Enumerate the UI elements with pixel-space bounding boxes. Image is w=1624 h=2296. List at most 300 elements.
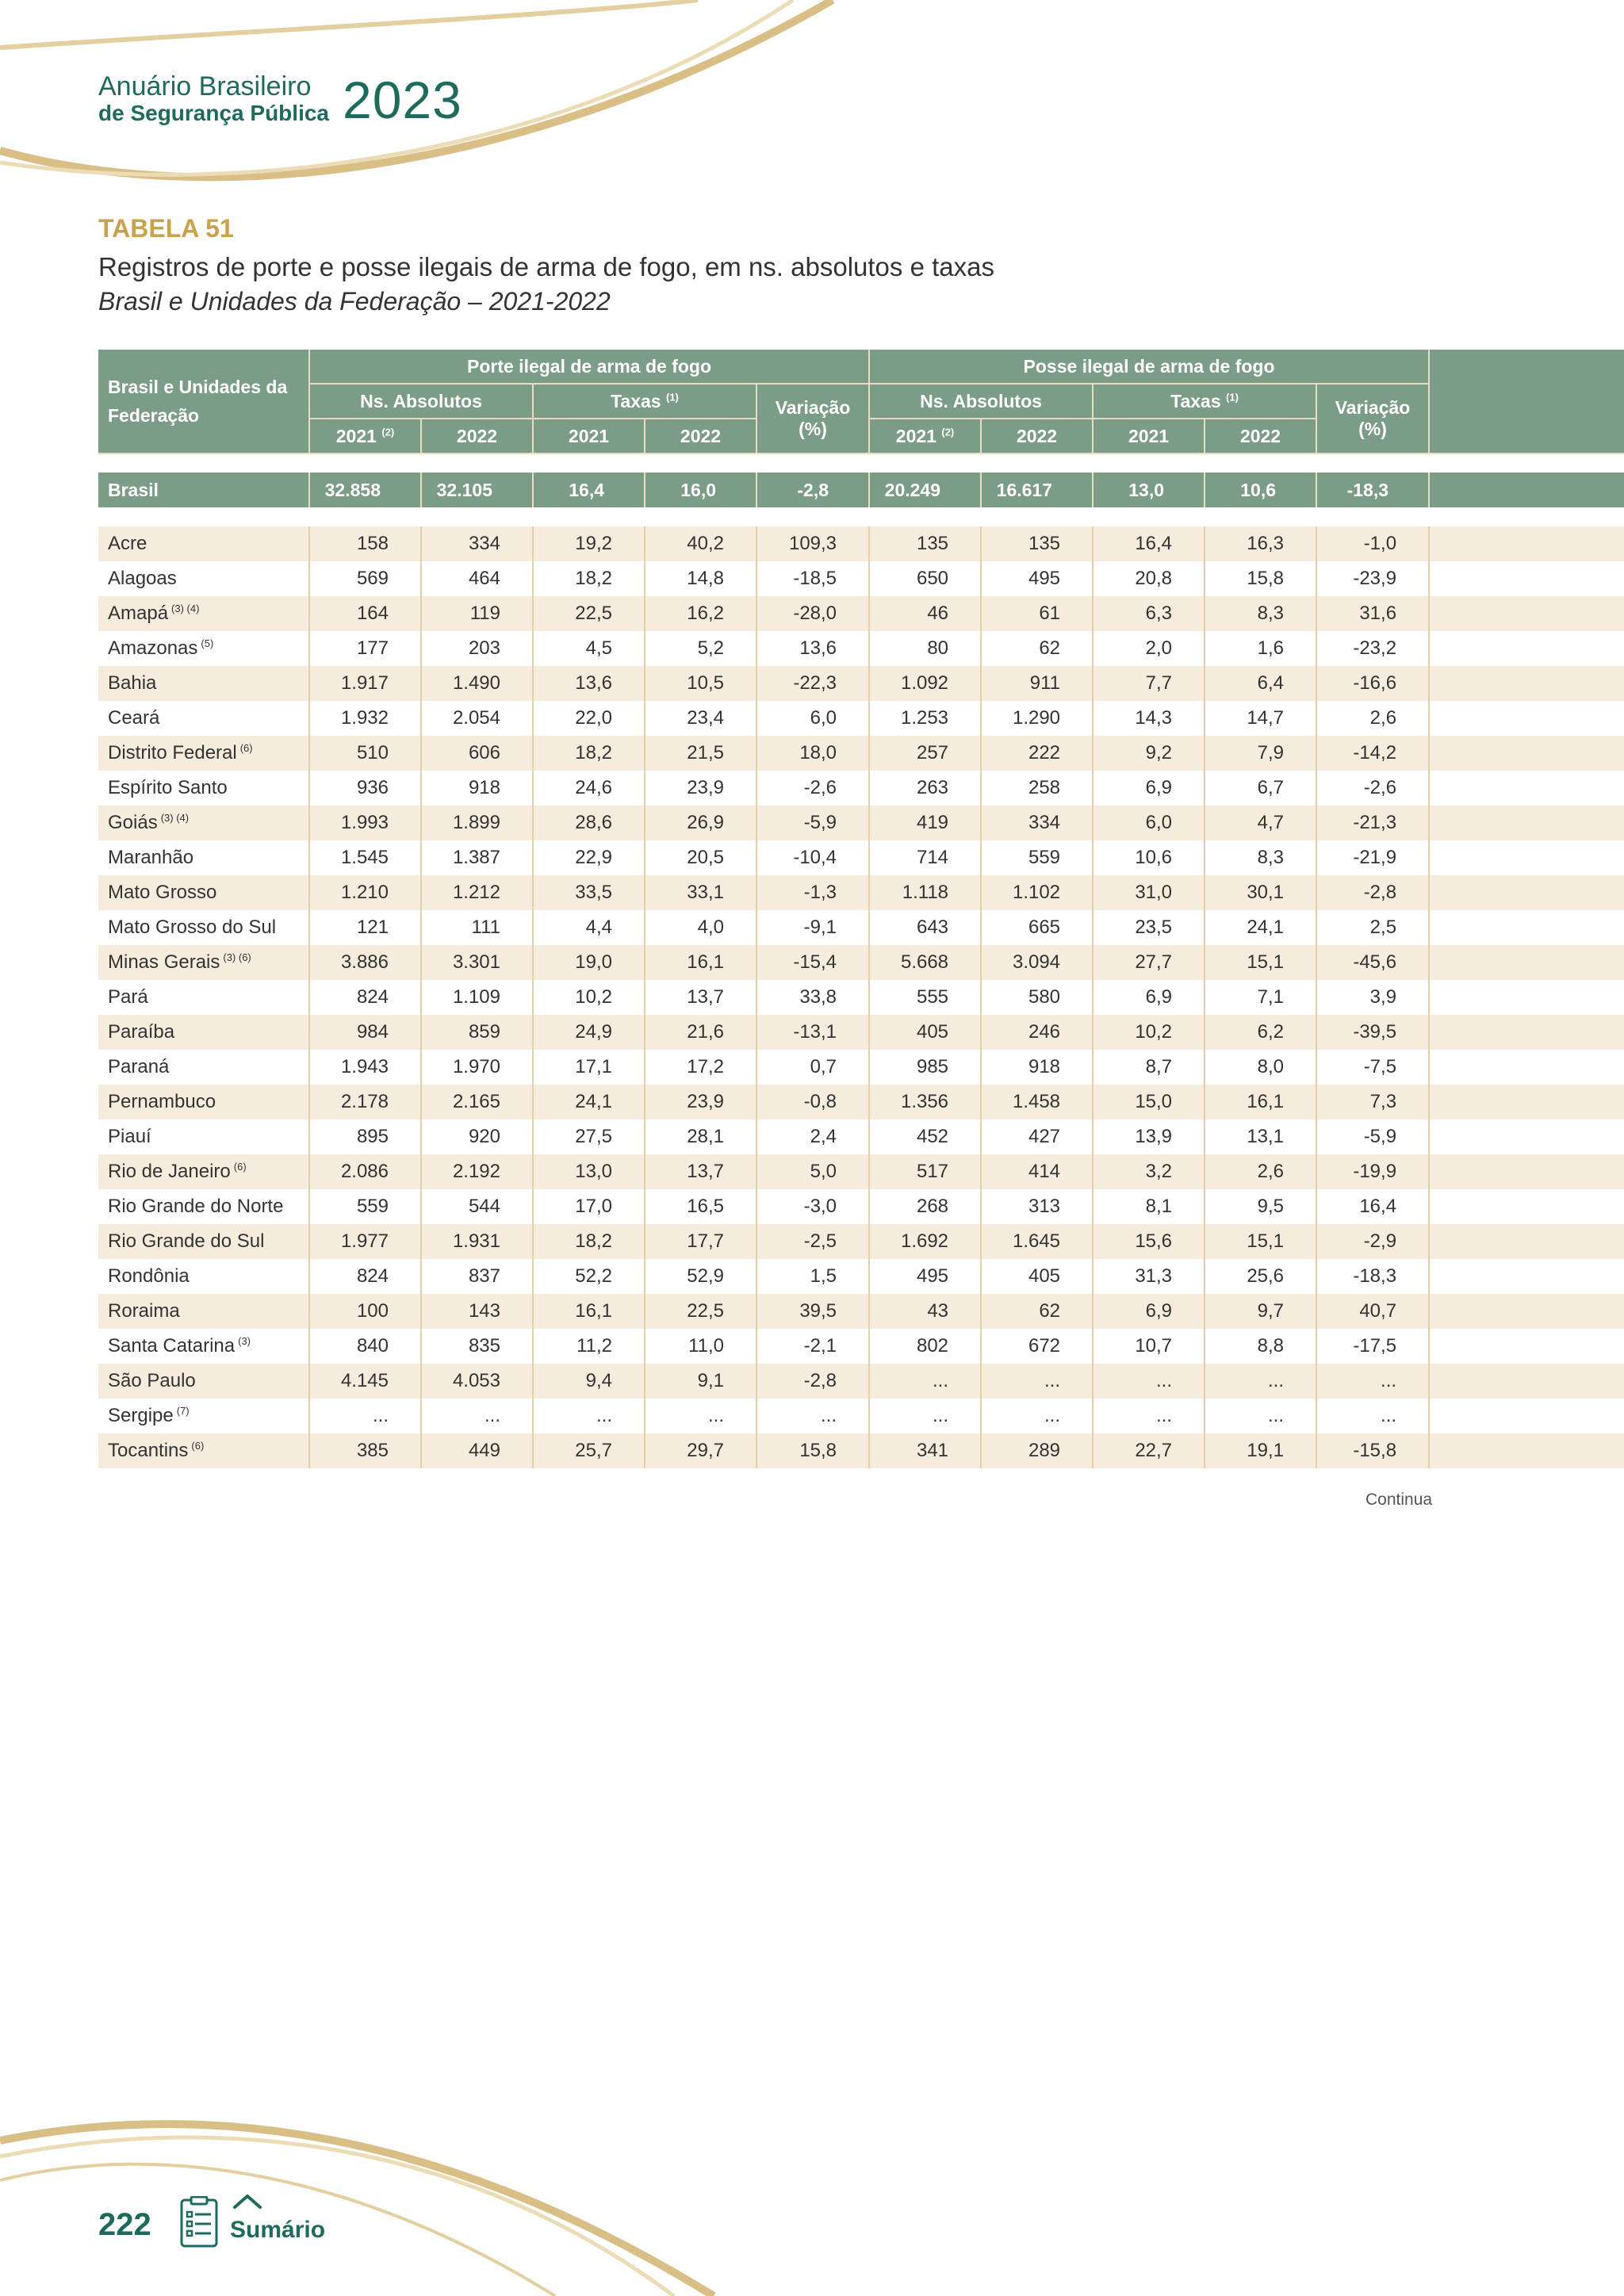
table-cell-spacer	[1429, 1294, 1624, 1329]
table-cell: ...	[1093, 1399, 1205, 1433]
table-cell: 121	[309, 910, 421, 945]
table-number: TABELA 51	[98, 214, 234, 243]
table-cell: 25,7	[533, 1433, 645, 1468]
table-row	[98, 596, 1624, 631]
table-cell: 15,1	[1205, 1224, 1316, 1259]
table-cell: 936	[309, 771, 421, 806]
state-name: Rio Grande do Sul	[98, 1224, 309, 1259]
table-cell-spacer	[1429, 561, 1624, 596]
table-cell: 16,3	[1205, 526, 1316, 561]
table-cell: ...	[1093, 1364, 1205, 1399]
table-cell: 8,8	[1205, 1329, 1316, 1364]
porte-abs-2022-header: 2022	[421, 419, 533, 453]
state-name: Mato Grosso	[98, 875, 309, 910]
table-cell: 6,2	[1205, 1015, 1316, 1050]
table-row	[98, 736, 1624, 771]
footnote-marker: (3) (6)	[223, 951, 251, 963]
table-cell: 16.617	[981, 473, 1093, 507]
table-cell: 1.387	[421, 840, 533, 875]
table-cell: 3,9	[1316, 980, 1429, 1015]
table-cell: 334	[421, 526, 533, 561]
brasil-total-row	[98, 473, 1624, 507]
table-row	[98, 1119, 1624, 1154]
table-cell: -13,1	[756, 1015, 869, 1050]
table-cell: -2,5	[756, 1224, 869, 1259]
table-cell: 2.192	[421, 1154, 533, 1189]
table-cell: -14,2	[1316, 736, 1429, 771]
table-cell: 18,2	[533, 736, 645, 771]
footnote-marker: (3) (4)	[160, 812, 190, 824]
table-cell: 419	[869, 806, 981, 840]
table-cell-spacer	[1429, 631, 1624, 666]
table-cell: -39,5	[1316, 1015, 1429, 1050]
table-cell: -19,9	[1316, 1154, 1429, 1189]
table-row	[98, 1085, 1624, 1119]
table-row	[98, 561, 1624, 596]
table-cell: 4,7	[1205, 806, 1316, 840]
table-row	[98, 1154, 1624, 1189]
table-cell: 8,3	[1205, 596, 1316, 631]
table-row	[98, 1364, 1624, 1399]
table-row	[98, 1050, 1624, 1085]
table-cell: 643	[869, 910, 981, 945]
state-name: Pernambuco	[98, 1085, 309, 1119]
table-cell: 918	[981, 1050, 1093, 1085]
porte-group-header: Porte ilegal de arma de fogo	[309, 350, 869, 384]
table-cell: 10,2	[533, 980, 645, 1015]
table-cell: 1.210	[309, 875, 421, 910]
table-cell: 1.290	[981, 701, 1093, 736]
table-cell: 22,0	[533, 701, 645, 736]
table-cell: 109,3	[756, 526, 869, 561]
chevron-up-icon[interactable]	[232, 2193, 263, 2210]
table-cell: 1.993	[309, 806, 421, 840]
table-cell: 10,6	[1205, 473, 1316, 507]
table-cell: 119	[421, 596, 533, 631]
table-cell: 27,5	[533, 1119, 645, 1154]
table-cell: 40,2	[645, 526, 756, 561]
table-cell: 100	[309, 1294, 421, 1329]
state-name: Maranhão	[98, 840, 309, 875]
table-cell: 7,1	[1205, 980, 1316, 1015]
table-cell: ...	[869, 1364, 981, 1399]
table-cell: 17,1	[533, 1050, 645, 1085]
table-cell: 10,2	[1093, 1015, 1205, 1050]
table-cell: 1.932	[309, 701, 421, 736]
table-cell: -21,9	[1316, 840, 1429, 875]
table-cell-spacer	[1429, 701, 1624, 736]
table-row	[98, 631, 1624, 666]
table-cell: 222	[981, 736, 1093, 771]
table-cell: 1.356	[869, 1085, 981, 1119]
table-cell: 13,6	[756, 631, 869, 666]
table-cell: -28,0	[756, 596, 869, 631]
table-cell: 1.645	[981, 1224, 1093, 1259]
table-cell: -5,9	[756, 806, 869, 840]
table-cell: 544	[421, 1189, 533, 1224]
table-cell: 985	[869, 1050, 981, 1085]
table-cell: -15,4	[756, 945, 869, 980]
table-cell: 135	[869, 526, 981, 561]
table-cell: 6,3	[1093, 596, 1205, 631]
state-name: Pará	[98, 980, 309, 1015]
porte-abs-header: Ns. Absolutos	[309, 384, 533, 419]
table-cell: 80	[869, 631, 981, 666]
table-cell: 246	[981, 1015, 1093, 1050]
table-cell: 6,9	[1093, 980, 1205, 1015]
table-cell: -2,6	[756, 771, 869, 806]
table-cell: -9,1	[756, 910, 869, 945]
brasil-label: Brasil	[98, 473, 309, 507]
table-cell: ...	[981, 1399, 1093, 1433]
table-cell: 16,1	[533, 1294, 645, 1329]
table-cell: 1,5	[756, 1259, 869, 1294]
table-cell: ...	[1316, 1364, 1429, 1399]
table-cell: 16,1	[1205, 1085, 1316, 1119]
table-cell-spacer	[1429, 980, 1624, 1015]
table-cell: 26,9	[645, 806, 756, 840]
state-name: Bahia	[98, 666, 309, 701]
table-cell-spacer	[1429, 1399, 1624, 1433]
table-cell: 2.178	[309, 1085, 421, 1119]
porte-taxas-header: Taxas $^{(1)}$	[533, 384, 756, 419]
table-cell: 1.253	[869, 701, 981, 736]
state-name: Sergipe $^{(7)}$	[98, 1399, 309, 1433]
state-name: Rondônia	[98, 1259, 309, 1294]
table-cell: 11,2	[533, 1329, 645, 1364]
table-cell: -17,5	[1316, 1329, 1429, 1364]
table-cell: 606	[421, 736, 533, 771]
table-cell: 918	[421, 771, 533, 806]
table-row	[98, 526, 1624, 561]
table-cell: -45,6	[1316, 945, 1429, 980]
table-cell-spacer	[1429, 1154, 1624, 1189]
table-cell: 840	[309, 1329, 421, 1364]
table-cell: 13,7	[645, 980, 756, 1015]
table-row	[98, 1189, 1624, 1224]
table-cell-spacer	[1429, 1085, 1624, 1119]
table-cell: 665	[981, 910, 1093, 945]
table-cell: 20.249	[869, 473, 981, 507]
table-row	[98, 1433, 1624, 1468]
table-cell: 1.545	[309, 840, 421, 875]
table-cell: 8,0	[1205, 1050, 1316, 1085]
table-cell: 18,0	[756, 736, 869, 771]
table-cell: 15,0	[1093, 1085, 1205, 1119]
posse-abs-2021-header: 2021 $^{(2)}$	[869, 419, 981, 453]
table-cell: 7,9	[1205, 736, 1316, 771]
table-cell: 21,5	[645, 736, 756, 771]
table-cell: 835	[421, 1329, 533, 1364]
table-cell: ...	[1205, 1364, 1316, 1399]
table-row	[98, 1294, 1624, 1329]
table-cell: 1.458	[981, 1085, 1093, 1119]
table-cell: 62	[981, 631, 1093, 666]
table-cell: -18,3	[1316, 1259, 1429, 1294]
table-cell: 33,5	[533, 875, 645, 910]
table-cell: 16,4	[1093, 526, 1205, 561]
table-cell: 143	[421, 1294, 533, 1329]
page-number: 222	[98, 2207, 151, 2242]
table-cell: 24,1	[1205, 910, 1316, 945]
table-cell: 3,2	[1093, 1154, 1205, 1189]
posse-abs-header: Ns. Absolutos	[869, 384, 1093, 419]
table-cell: -16,6	[1316, 666, 1429, 701]
table-row	[98, 1015, 1624, 1050]
table-cell: 23,9	[645, 771, 756, 806]
table-cell: 4.145	[309, 1364, 421, 1399]
table-cell: 559	[981, 840, 1093, 875]
table-cell: ...	[309, 1399, 421, 1433]
table-cell: -2,6	[1316, 771, 1429, 806]
table-cell: 19,0	[533, 945, 645, 980]
table-cell-spacer	[1429, 1259, 1624, 1294]
table-row	[98, 910, 1624, 945]
table-cell-spacer	[1429, 596, 1624, 631]
table-cell: 9,1	[645, 1364, 756, 1399]
state-name: Piauí	[98, 1119, 309, 1154]
table-cell: 555	[869, 980, 981, 1015]
table-cell: 895	[309, 1119, 421, 1154]
region-column-header: Brasil e Unidades da Federação	[98, 350, 309, 453]
table-cell: 13,0	[1093, 473, 1205, 507]
table-cell: 824	[309, 980, 421, 1015]
state-name: Amazonas $^{(5)}$	[98, 631, 309, 666]
table-row	[98, 1329, 1624, 1364]
table-cell: 39,5	[756, 1294, 869, 1329]
table-cell: 14,8	[645, 561, 756, 596]
table-cell: 1.490	[421, 666, 533, 701]
table-cell: ...	[421, 1399, 533, 1433]
table-cell: 22,9	[533, 840, 645, 875]
table-cell: 17,0	[533, 1189, 645, 1224]
table-cell: ...	[533, 1399, 645, 1433]
table-cell: 19,1	[1205, 1433, 1316, 1468]
table-cell: 3.094	[981, 945, 1093, 980]
table-cell: 559	[309, 1189, 421, 1224]
table-cell: 6,0	[1093, 806, 1205, 840]
table-cell: -2,9	[1316, 1224, 1429, 1259]
table-cell: 3.886	[309, 945, 421, 980]
table-cell: 24,6	[533, 771, 645, 806]
state-name: Roraima	[98, 1294, 309, 1329]
table-row	[98, 1224, 1624, 1259]
porte-abs-2021-header: 2021 $^{(2)}$	[309, 419, 421, 453]
table-cell: -10,4	[756, 840, 869, 875]
document-list-icon[interactable]	[179, 2196, 222, 2250]
logo-title-line1: Anuário Brasileiro	[98, 71, 312, 101]
porte-variacao-header: Variação (%)	[756, 384, 869, 453]
table-row	[98, 875, 1624, 910]
table-cell: 46	[869, 596, 981, 631]
table-cell: 15,6	[1093, 1224, 1205, 1259]
table-cell: 313	[981, 1189, 1093, 1224]
table-cell-spacer	[1429, 1364, 1624, 1399]
table-cell-spacer	[1429, 1433, 1624, 1468]
table-cell: 911	[981, 666, 1093, 701]
table-cell: 10,5	[645, 666, 756, 701]
table-cell: 5,2	[645, 631, 756, 666]
table-cell: 257	[869, 736, 981, 771]
table-cell: 569	[309, 561, 421, 596]
state-name: Rio de Janeiro $^{(6)}$	[98, 1154, 309, 1189]
table-cell: ...	[1316, 1399, 1429, 1433]
table-cell: ...	[869, 1399, 981, 1433]
table-row	[98, 980, 1624, 1015]
table-cell: -23,9	[1316, 561, 1429, 596]
table-cell: 405	[981, 1259, 1093, 1294]
state-name: São Paulo	[98, 1364, 309, 1399]
table-cell: ...	[981, 1364, 1093, 1399]
table-cell: 16,2	[645, 596, 756, 631]
table-cell: 177	[309, 631, 421, 666]
table-cell: 16,4	[1316, 1189, 1429, 1224]
table-cell: 2.165	[421, 1085, 533, 1119]
table-cell: 52,9	[645, 1259, 756, 1294]
table-cell: 13,6	[533, 666, 645, 701]
table-cell: 31,6	[1316, 596, 1429, 631]
table-cell: 32.858	[309, 473, 421, 507]
table-cell-spacer	[1429, 1119, 1624, 1154]
table-cell: 1.917	[309, 666, 421, 701]
state-name: Alagoas	[98, 561, 309, 596]
table-cell: 984	[309, 1015, 421, 1050]
table-cell: -18,3	[1316, 473, 1429, 507]
table-cell: 6,9	[1093, 771, 1205, 806]
table-cell: 22,5	[533, 596, 645, 631]
posse-variacao-header: Variação (%)	[1316, 384, 1429, 453]
table-cell: 9,7	[1205, 1294, 1316, 1329]
table-cell: 495	[981, 561, 1093, 596]
table-cell: 20,8	[1093, 561, 1205, 596]
table-cell: 650	[869, 561, 981, 596]
table-cell: 464	[421, 561, 533, 596]
state-name: Ceará	[98, 701, 309, 736]
state-name: Distrito Federal $^{(6)}$	[98, 736, 309, 771]
table-cell: 14,3	[1093, 701, 1205, 736]
table-cell: 28,1	[645, 1119, 756, 1154]
state-name: Acre	[98, 526, 309, 561]
table-cell: ...	[1205, 1399, 1316, 1433]
table-cell-spacer	[1429, 473, 1624, 507]
state-name: Paraíba	[98, 1015, 309, 1050]
table-cell: 5,0	[756, 1154, 869, 1189]
table-cell: 1.977	[309, 1224, 421, 1259]
table-cell: 2,6	[1205, 1154, 1316, 1189]
posse-taxa-2022-header: 2022	[1205, 419, 1316, 453]
table-cell-spacer	[1429, 1050, 1624, 1085]
table-cell: 714	[869, 840, 981, 875]
logo-year: 2023	[343, 71, 462, 129]
table-cell: 452	[869, 1119, 981, 1154]
table-cell: 24,9	[533, 1015, 645, 1050]
table-cell: 8,1	[1093, 1189, 1205, 1224]
publication-logo	[98, 71, 329, 125]
table-cell: 341	[869, 1433, 981, 1468]
table-cell: 920	[421, 1119, 533, 1154]
table-cell-spacer	[1429, 840, 1624, 875]
table-cell: 33,1	[645, 875, 756, 910]
table-cell: 10,7	[1093, 1329, 1205, 1364]
table-cell: 28,6	[533, 806, 645, 840]
table-cell: 289	[981, 1433, 1093, 1468]
table-row	[98, 701, 1624, 736]
table-cell: 17,7	[645, 1224, 756, 1259]
table-cell: 32.105	[421, 473, 533, 507]
table-cell: 449	[421, 1433, 533, 1468]
table-row	[98, 840, 1624, 875]
table-cell: 263	[869, 771, 981, 806]
table-cell-spacer	[1429, 1329, 1624, 1364]
table-cell: 13,0	[533, 1154, 645, 1189]
table-cell: 16,1	[645, 945, 756, 980]
table-cell: 510	[309, 736, 421, 771]
table-cell: -1,3	[756, 875, 869, 910]
porte-taxa-2022-header: 2022	[645, 419, 756, 453]
table-cell: 24,1	[533, 1085, 645, 1119]
table-cell: 16,5	[645, 1189, 756, 1224]
table-cell: 1.943	[309, 1050, 421, 1085]
footnote-marker: (3) (4)	[171, 603, 200, 614]
table-cell: 43	[869, 1294, 981, 1329]
table-cell: 14,7	[1205, 701, 1316, 736]
sumario-link[interactable]: Sumário	[230, 2217, 326, 2243]
table-cell: 17,2	[645, 1050, 756, 1085]
posse-group-header: Posse ilegal de arma de fogo	[869, 350, 1429, 384]
table-cell: 33,8	[756, 980, 869, 1015]
table-cell: 22,5	[645, 1294, 756, 1329]
table-cell: 9,2	[1093, 736, 1205, 771]
table-cell: 19,2	[533, 526, 645, 561]
table-cell-spacer	[1429, 1224, 1624, 1259]
table-title: Registros de porte e posse ilegais de arma de fogo, em ns. absolutos e taxas	[98, 252, 994, 281]
table-cell: 164	[309, 596, 421, 631]
table-row	[98, 666, 1624, 701]
table-cell: 52,2	[533, 1259, 645, 1294]
footnote-marker: (3)	[238, 1335, 251, 1347]
table-cell: 1.118	[869, 875, 981, 910]
table-cell: 268	[869, 1189, 981, 1224]
table-cell: ...	[645, 1399, 756, 1433]
table-cell: 13,1	[1205, 1119, 1316, 1154]
table-cell: 15,8	[1205, 561, 1316, 596]
table-cell: 6,7	[1205, 771, 1316, 806]
state-name: Mato Grosso do Sul	[98, 910, 309, 945]
table-cell: 427	[981, 1119, 1093, 1154]
table-cell: 258	[981, 771, 1093, 806]
table-cell: 11,0	[645, 1329, 756, 1364]
table-cell: -2,8	[756, 473, 869, 507]
posse-taxa-2021-header: 2021	[1093, 419, 1205, 453]
table-cell: 30,1	[1205, 875, 1316, 910]
table-cell: 0,7	[756, 1050, 869, 1085]
table-cell: 4.053	[421, 1364, 533, 1399]
table-cell: 25,6	[1205, 1259, 1316, 1294]
table-cell: 13,9	[1093, 1119, 1205, 1154]
table-cell: 1.102	[981, 875, 1093, 910]
table-cell: -0,8	[756, 1085, 869, 1119]
state-name: Amapá $^{(3) (4)}$	[98, 596, 309, 631]
table-cell: 61	[981, 596, 1093, 631]
state-name: Rio Grande do Norte	[98, 1189, 309, 1224]
table-cell: 16,4	[533, 473, 645, 507]
state-name: Goiás $^{(3) (4)}$	[98, 806, 309, 840]
table-cell: 62	[981, 1294, 1093, 1329]
table-cell: 4,5	[533, 631, 645, 666]
table-cell: 334	[981, 806, 1093, 840]
table-cell: 20,5	[645, 840, 756, 875]
data-table	[98, 350, 1624, 1468]
